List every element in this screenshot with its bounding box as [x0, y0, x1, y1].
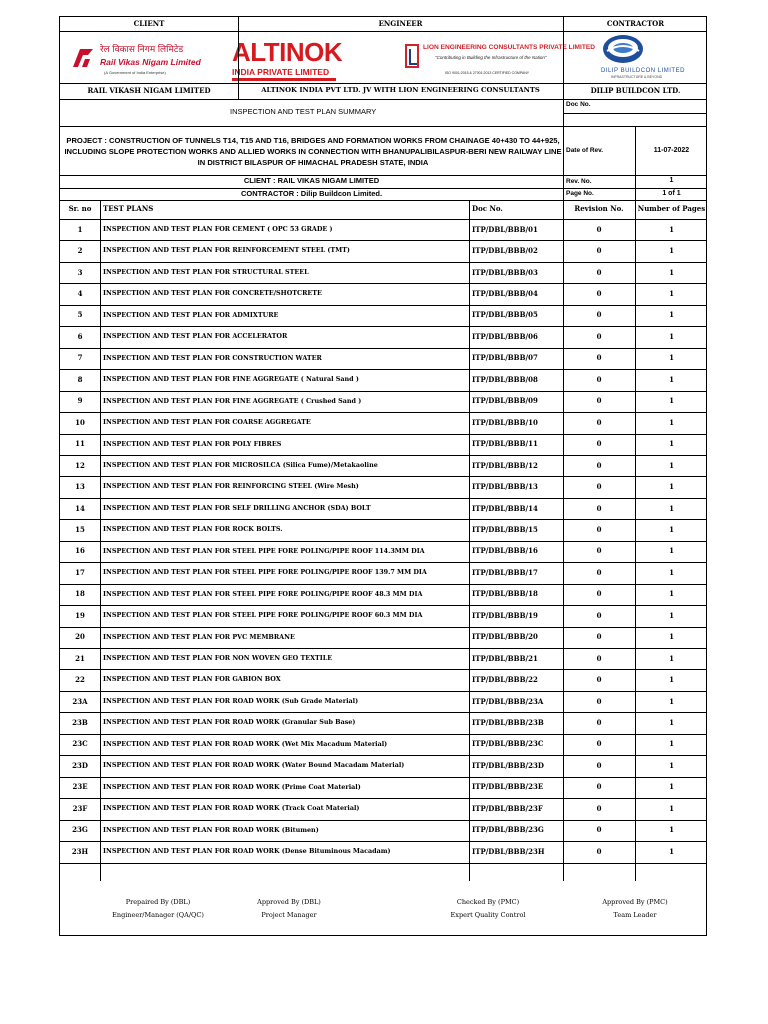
row-sr-no: 10 — [75, 417, 85, 427]
row-number-of-pages: 1 — [669, 675, 674, 685]
row-test-plan: INSPECTION AND TEST PLAN FOR STEEL PIPE FORE POLING/PIPE ROOF 114.3MM DIA — [103, 546, 425, 555]
row-doc-no: ITP/DBL/BBB/18 — [472, 589, 538, 599]
project-description: PROJECT : CONSTRUCTION OF TUNNELS T14, T15 AND T16, BRIDGES AND FORMATION WORKS FROM CHAINAGE 40+430 TO 44+925, INCLUDING SLOPE PROTECTION WORKS AND ALLIED WORKS IN CONNECTION WITH BHANUPALIBILASPUR-BERI NEW RAILWAY LINE IN DISTRICT BILASPUR OF HIMACHAL PRADESH STATE, INDIA — [64, 135, 562, 167]
rvnl-logo-hindi: रेल विकास निगम लिमिटेड — [100, 44, 184, 54]
row-test-plan: INSPECTION AND TEST PLAN FOR FINE AGGREGATE ( Natural Sand ) — [103, 375, 359, 384]
col-header-sr-no: Sr. no — [68, 204, 92, 214]
row-test-plan: INSPECTION AND TEST PLAN FOR ACCELERATOR — [103, 332, 288, 341]
row-test-plan: INSPECTION AND TEST PLAN FOR ROAD WORK (Bitumen) — [103, 825, 319, 834]
row-revision-no: 0 — [596, 439, 602, 449]
doc-no-label: Doc No. — [566, 101, 591, 109]
row-test-plan: INSPECTION AND TEST PLAN FOR STEEL PIPE FORE POLING/PIPE ROOF 48.3 MM DIA — [103, 589, 423, 598]
row-sr-no: 20 — [75, 632, 85, 642]
row-test-plan: INSPECTION AND TEST PLAN FOR REINFORCEMENT STEEL (TMT) — [103, 246, 350, 255]
page-no-value: 1 of 1 — [662, 189, 681, 197]
client-name: RAIL VIKASH NIGAM LIMITED — [87, 85, 211, 95]
row-test-plan: INSPECTION AND TEST PLAN FOR FINE AGGREGATE ( Crushed Sand ) — [103, 396, 362, 405]
row-number-of-pages: 1 — [669, 696, 674, 706]
row-doc-no: ITP/DBL/BBB/23D — [472, 760, 544, 770]
row-number-of-pages: 1 — [669, 417, 674, 427]
engineer-label: ENGINEER — [378, 18, 423, 28]
row-sr-no: 23G — [72, 825, 88, 835]
row-number-of-pages: 1 — [669, 310, 674, 320]
row-doc-no: ITP/DBL/BBB/08 — [472, 374, 538, 384]
dbl-logo — [593, 33, 703, 81]
row-number-of-pages: 1 — [669, 825, 674, 835]
row-revision-no: 0 — [596, 803, 602, 813]
row-test-plan: INSPECTION AND TEST PLAN FOR CEMENT ( OPC 53 GRADE ) — [103, 225, 333, 234]
page-no-label: Page No. — [566, 190, 594, 198]
row-sr-no: 15 — [75, 524, 85, 534]
lion-logo-iso: ISO 9001:2015 & 27001:2013 CERTIFIED COMPANY — [445, 71, 530, 75]
row-doc-no: ITP/DBL/BBB/23B — [472, 718, 544, 728]
row-number-of-pages: 1 — [669, 546, 674, 556]
date-of-rev-label: Date of Rev. — [566, 147, 604, 155]
row-number-of-pages: 1 — [669, 718, 674, 728]
row-sr-no: 2 — [77, 246, 83, 256]
prepared-by-signature — [98, 896, 218, 922]
row-sr-no: 9 — [77, 396, 83, 406]
lion-logo-tagline: "Contributing in Building the Infrastructure of the Nation" — [435, 55, 547, 60]
row-doc-no: ITP/DBL/BBB/22 — [472, 675, 538, 685]
row-test-plan: INSPECTION AND TEST PLAN FOR STRUCTURAL STEEL — [103, 267, 309, 276]
row-test-plan: INSPECTION AND TEST PLAN FOR ROAD WORK (Track Coat Material) — [103, 804, 360, 813]
row-sr-no: 5 — [77, 310, 83, 320]
doc-no-value — [640, 99, 708, 111]
row-doc-no: ITP/DBL/BBB/19 — [472, 610, 538, 620]
col-header-revision-no: Revision No. — [574, 204, 624, 214]
row-revision-no: 0 — [596, 825, 602, 835]
rev-no-value: 1 — [669, 177, 674, 185]
row-revision-no: 0 — [596, 482, 602, 492]
row-test-plan: INSPECTION AND TEST PLAN FOR STEEL PIPE FORE POLING/PIPE ROOF 139.7 MM DIA — [103, 568, 427, 577]
itp-summary-sheet — [59, 16, 707, 936]
col-header-number-of-pages: Number of Pages — [637, 204, 706, 214]
row-number-of-pages: 1 — [669, 632, 674, 642]
row-doc-no: ITP/DBL/BBB/11 — [472, 439, 538, 449]
summary-title: INSPECTION AND TEST PLAN SUMMARY — [230, 106, 377, 116]
row-doc-no: ITP/DBL/BBB/23H — [472, 846, 545, 856]
row-revision-no: 0 — [596, 567, 602, 577]
client-line: CLIENT : RAIL VIKAS NIGAM LIMITED — [243, 176, 380, 186]
row-sr-no: 23H — [71, 846, 89, 856]
row-revision-no: 0 — [596, 224, 602, 234]
row-number-of-pages: 1 — [669, 782, 674, 792]
row-revision-no: 0 — [596, 739, 602, 749]
row-number-of-pages: 1 — [669, 589, 674, 599]
row-sr-no: 19 — [75, 610, 85, 620]
row-revision-no: 0 — [596, 289, 602, 299]
row-sr-no: 12 — [75, 460, 85, 470]
row-doc-no: ITP/DBL/BBB/23E — [472, 782, 544, 792]
row-revision-no: 0 — [596, 460, 602, 470]
row-number-of-pages: 1 — [669, 246, 674, 256]
contractor-name: DILIP BUILDCON LTD. — [590, 85, 681, 95]
row-revision-no: 0 — [596, 675, 602, 685]
row-test-plan: INSPECTION AND TEST PLAN FOR NON WOVEN GEO TEXTILE — [103, 654, 333, 663]
row-revision-no: 0 — [596, 503, 602, 513]
signature-title: Approved By (DBL) — [257, 898, 321, 906]
row-sr-no: 23A — [72, 696, 88, 706]
col-header-test-plans: TEST PLANS — [103, 204, 154, 214]
altinok-logo-bar — [232, 78, 336, 81]
row-test-plan: INSPECTION AND TEST PLAN FOR ROAD WORK (Dense Bituminous Macadam) — [103, 847, 391, 856]
row-test-plan: INSPECTION AND TEST PLAN FOR COARSE AGGREGATE — [103, 418, 311, 427]
row-number-of-pages: 1 — [669, 610, 674, 620]
row-revision-no: 0 — [596, 718, 602, 728]
row-test-plan: INSPECTION AND TEST PLAN FOR STEEL PIPE FORE POLING/PIPE ROOF 60.3 MM DIA — [103, 611, 423, 620]
row-sr-no: 11 — [75, 439, 85, 449]
row-doc-no: ITP/DBL/BBB/07 — [472, 353, 538, 363]
dbl-logo-text: DILIP BUILDCON LIMITED — [601, 68, 685, 74]
row-test-plan: INSPECTION AND TEST PLAN FOR PVC MEMBRANE — [103, 632, 295, 641]
row-sr-no: 1 — [77, 224, 83, 234]
row-doc-no: ITP/DBL/BBB/17 — [472, 567, 538, 577]
row-test-plan: INSPECTION AND TEST PLAN FOR ROAD WORK (Water Bound Macadam Material) — [103, 761, 405, 770]
row-number-of-pages: 1 — [669, 224, 674, 234]
row-revision-no: 0 — [596, 246, 602, 256]
row-test-plan: INSPECTION AND TEST PLAN FOR ROAD WORK (Wet Mix Macadum Material) — [103, 739, 388, 748]
checked-by-pmc-signature — [428, 896, 548, 922]
row-test-plan: INSPECTION AND TEST PLAN FOR REINFORCING STEEL (Wire Mesh) — [103, 482, 359, 491]
row-revision-no: 0 — [596, 610, 602, 620]
row-doc-no: ITP/DBL/BBB/06 — [472, 331, 538, 341]
lion-logo-text: LION ENGINEERING CONSULTANTS PRIVATE LIMITED — [423, 44, 596, 51]
row-sr-no: 23F — [72, 803, 88, 813]
row-number-of-pages: 1 — [669, 482, 674, 492]
row-revision-no: 0 — [596, 310, 602, 320]
row-number-of-pages: 1 — [669, 353, 674, 363]
row-revision-no: 0 — [596, 396, 602, 406]
row-test-plan: INSPECTION AND TEST PLAN FOR ROAD WORK (Prime Coat Material) — [103, 782, 361, 791]
row-test-plan: INSPECTION AND TEST PLAN FOR SELF DRILLING ANCHOR (SDA) BOLT — [103, 503, 371, 512]
row-revision-no: 0 — [596, 546, 602, 556]
signature-title: Checked By (PMC) — [456, 898, 520, 906]
row-revision-no: 0 — [596, 417, 602, 427]
row-revision-no: 0 — [596, 632, 602, 642]
row-test-plan: INSPECTION AND TEST PLAN FOR ROAD WORK (Sub Grade Material) — [103, 696, 359, 705]
row-doc-no: ITP/DBL/BBB/21 — [472, 653, 538, 663]
row-number-of-pages: 1 — [669, 331, 674, 341]
altinok-logo-sub: INDIA PRIVATE LIMITED — [232, 67, 330, 77]
col-header-doc-no: Doc No. — [472, 204, 503, 214]
row-number-of-pages: 1 — [669, 567, 674, 577]
row-revision-no: 0 — [596, 524, 602, 534]
row-number-of-pages: 1 — [669, 439, 674, 449]
row-sr-no: 23B — [72, 718, 88, 728]
rvnl-logo — [70, 39, 230, 83]
row-sr-no: 23E — [72, 782, 88, 792]
row-test-plan: INSPECTION AND TEST PLAN FOR CONCRETE/SHOTCRETE — [103, 289, 322, 298]
row-doc-no: ITP/DBL/BBB/20 — [472, 632, 538, 642]
rvnl-emblem-icon — [70, 45, 96, 69]
row-doc-no: ITP/DBL/BBB/02 — [472, 246, 538, 256]
row-revision-no: 0 — [596, 353, 602, 363]
row-test-plan: INSPECTION AND TEST PLAN FOR ADMIXTURE — [103, 310, 279, 319]
row-sr-no: 23D — [72, 760, 88, 770]
row-revision-no: 0 — [596, 589, 602, 599]
row-doc-no: ITP/DBL/BBB/13 — [472, 482, 538, 492]
approved-by-dbl-signature — [229, 896, 349, 922]
row-number-of-pages: 1 — [669, 846, 674, 856]
row-number-of-pages: 1 — [669, 267, 674, 277]
row-doc-no: ITP/DBL/BBB/23A — [472, 696, 544, 706]
row-sr-no: 21 — [75, 653, 85, 663]
row-test-plan: INSPECTION AND TEST PLAN FOR CONSTRUCTION WATER — [103, 353, 322, 362]
signature-role: Team Leader — [613, 911, 657, 919]
row-revision-no: 0 — [596, 267, 602, 277]
row-test-plan: INSPECTION AND TEST PLAN FOR MICROSILCA (Silica Fume)/Metakaoline — [103, 460, 378, 469]
row-sr-no: 4 — [77, 289, 83, 299]
row-test-plan: INSPECTION AND TEST PLAN FOR POLY FIBRES — [103, 439, 282, 448]
row-test-plan: INSPECTION AND TEST PLAN FOR GABION BOX — [103, 675, 281, 684]
row-doc-no: ITP/DBL/BBB/10 — [472, 417, 538, 427]
row-sr-no: 16 — [75, 546, 85, 556]
row-sr-no: 3 — [77, 267, 83, 277]
lion-emblem-icon — [405, 44, 419, 68]
row-number-of-pages: 1 — [669, 503, 674, 513]
row-doc-no: ITP/DBL/BBB/01 — [472, 224, 538, 234]
dbl-logo-sub: INFRASTRUCTURE & BEYOND — [611, 75, 663, 79]
row-sr-no: 22 — [75, 675, 85, 685]
row-doc-no: ITP/DBL/BBB/23F — [472, 803, 543, 813]
engineer-name: ALTINOK INDIA PVT LTD. JV WITH LION ENGINEERING CONSULTANTS — [261, 86, 540, 95]
row-doc-no: ITP/DBL/BBB/23G — [472, 825, 544, 835]
signature-role: Project Manager — [261, 911, 317, 919]
row-sr-no: 17 — [75, 567, 85, 577]
row-sr-no: 13 — [75, 482, 85, 492]
row-test-plan: INSPECTION AND TEST PLAN FOR ROCK BOLTS. — [103, 525, 283, 534]
contractor-line: CONTRACTOR : Dilip Buildcon Limited. — [240, 188, 383, 198]
altinok-logo — [230, 37, 348, 83]
altinok-logo-text: ALTINOK — [232, 37, 343, 67]
row-test-plan: INSPECTION AND TEST PLAN FOR ROAD WORK (Granular Sub Base) — [103, 718, 356, 727]
row-number-of-pages: 1 — [669, 460, 674, 470]
lion-logo — [405, 42, 596, 82]
row-sr-no: 14 — [75, 503, 85, 513]
dbl-emblem-icon — [601, 33, 645, 65]
row-doc-no: ITP/DBL/BBB/12 — [472, 460, 538, 470]
row-doc-no: ITP/DBL/BBB/04 — [472, 289, 538, 299]
row-revision-no: 0 — [596, 331, 602, 341]
row-number-of-pages: 1 — [669, 524, 674, 534]
row-sr-no: 23C — [72, 739, 88, 749]
row-number-of-pages: 1 — [669, 760, 674, 770]
signature-title: Approved By (PMC) — [602, 898, 668, 906]
signature-title: Prepaired By (DBL) — [125, 898, 191, 906]
contractor-label: CONTRACTOR — [606, 18, 665, 28]
row-number-of-pages: 1 — [669, 803, 674, 813]
row-revision-no: 0 — [596, 846, 602, 856]
row-doc-no: ITP/DBL/BBB/16 — [472, 546, 538, 556]
signature-role: Expert Quality Control — [450, 911, 526, 919]
row-sr-no: 18 — [75, 589, 85, 599]
row-doc-no: ITP/DBL/BBB/23C — [472, 739, 544, 749]
row-number-of-pages: 1 — [669, 289, 674, 299]
date-of-rev-value: 11-07-2022 — [653, 146, 690, 154]
rvnl-logo-sub: (A Government of India Enterprise) — [104, 70, 166, 75]
row-number-of-pages: 1 — [669, 739, 674, 749]
row-revision-no: 0 — [596, 782, 602, 792]
rvnl-logo-en: Rail Vikas Nigam Limited — [100, 57, 201, 67]
row-number-of-pages: 1 — [669, 653, 674, 663]
row-revision-no: 0 — [596, 653, 602, 663]
row-doc-no: ITP/DBL/BBB/15 — [472, 524, 538, 534]
row-doc-no: ITP/DBL/BBB/03 — [472, 267, 538, 277]
signature-role: Engineer/Manager (QA/QC) — [112, 911, 204, 919]
rev-no-label: Rev. No. — [566, 177, 592, 185]
row-sr-no: 7 — [77, 353, 83, 363]
row-doc-no: ITP/DBL/BBB/05 — [472, 310, 538, 320]
row-revision-no: 0 — [596, 760, 602, 770]
row-revision-no: 0 — [596, 696, 602, 706]
row-revision-no: 0 — [596, 374, 602, 384]
row-number-of-pages: 1 — [669, 396, 674, 406]
row-doc-no: ITP/DBL/BBB/14 — [472, 503, 538, 513]
client-label: CLIENT — [133, 18, 165, 28]
row-sr-no: 6 — [77, 331, 83, 341]
row-number-of-pages: 1 — [669, 374, 674, 384]
row-doc-no: ITP/DBL/BBB/09 — [472, 396, 538, 406]
approved-by-pmc-signature — [575, 896, 695, 922]
row-sr-no: 8 — [77, 374, 83, 384]
